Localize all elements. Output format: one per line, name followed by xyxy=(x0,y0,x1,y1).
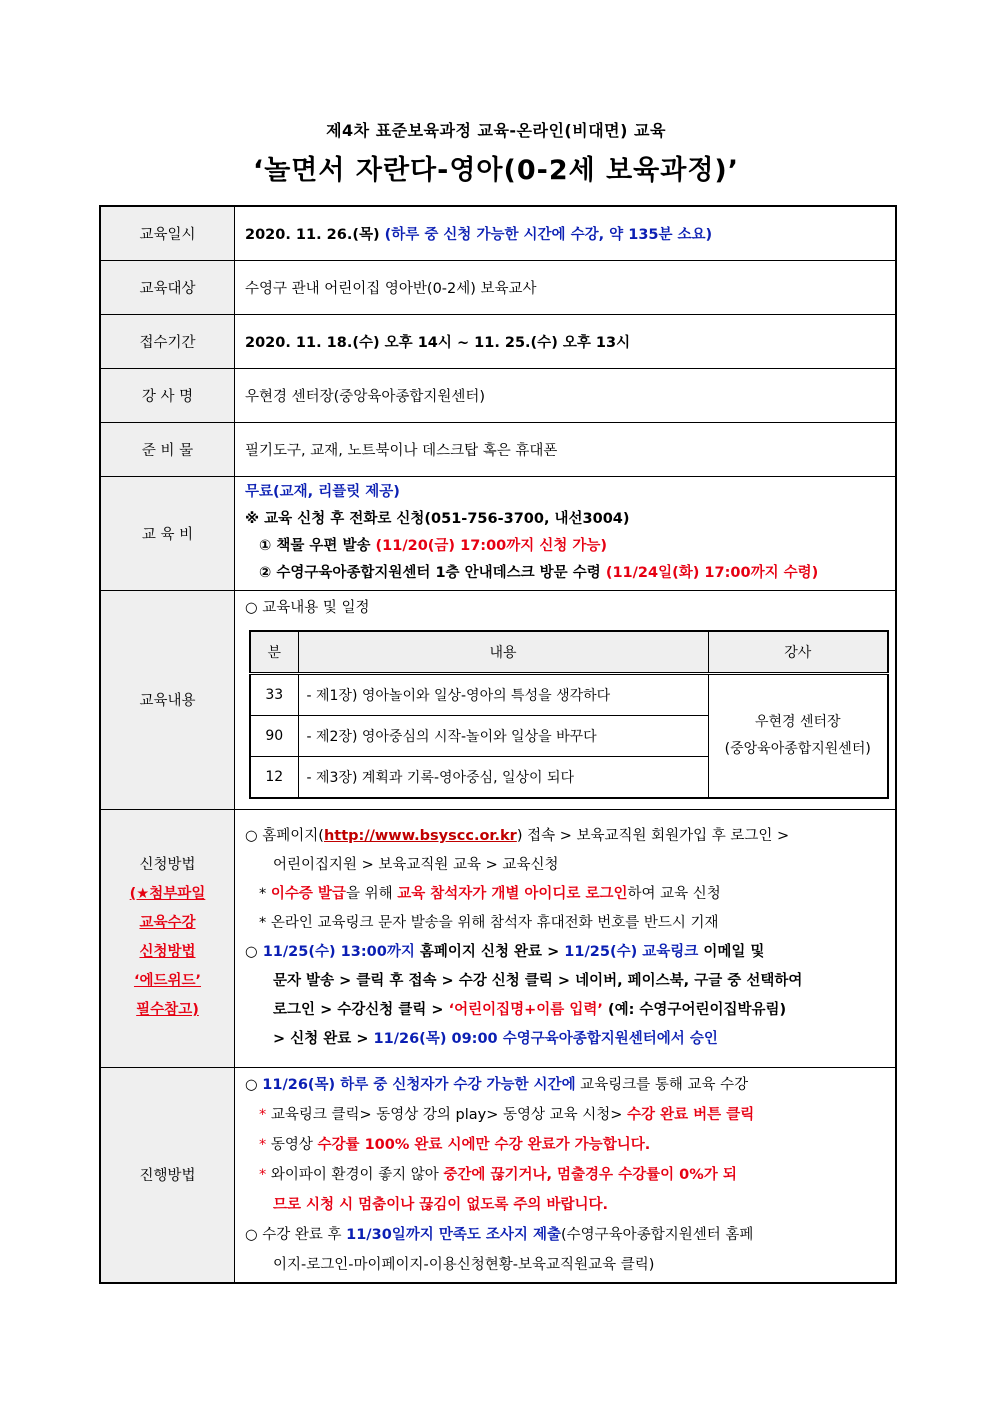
row-target xyxy=(100,260,896,314)
label-period: 접수기간 xyxy=(100,314,235,368)
schedule-header-instructor: 강사 xyxy=(708,631,888,674)
process-line: 이지-로그인-마이페이지-이용신청현황-보육교직원교육 클릭) xyxy=(273,1256,655,1273)
label-supplies: 준 비 물 xyxy=(100,422,235,476)
process-line: 므로 시청 시 멈춤이나 끊김이 없도록 주의 바랍니다. xyxy=(273,1196,608,1213)
apply-line: 로그인 > 수강신청 클릭 > ‘어린이집명+이름 입력’ (예: 수영구어린이집박유림) xyxy=(273,1002,787,1018)
row-fee xyxy=(100,476,896,590)
process-line: * 교육링크 클릭> 동영상 강의 play> 동영상 교육 시청> 수강 완료 버튼 클릭 xyxy=(259,1106,755,1123)
apply-label-note: (★첨부파일 xyxy=(129,886,206,902)
value-process xyxy=(235,1067,897,1283)
schedule-instructor xyxy=(708,673,888,798)
schedule-content: - 제1장) 영아놀이와 일상-영아의 특성을 생각하다 xyxy=(298,673,708,715)
row-process xyxy=(100,1067,896,1283)
homepage-link[interactable]: http://www.bsyscc.or.kr xyxy=(323,828,517,844)
apply-label: 신청방법 xyxy=(139,857,196,873)
schedule-minutes: 33 xyxy=(250,673,298,715)
process-line: * 동영상 수강률 100% 완료 시에만 수강 완료가 가능합니다. xyxy=(259,1136,651,1153)
fee-free: 무료(교재, 리플릿 제공) xyxy=(245,484,400,500)
apply-label-note: 필수참고) xyxy=(136,1002,199,1018)
process-line: ○ 수강 완료 후 11/30일까지 만족도 조사지 제출(수영구육아종합지원센터 홈페 xyxy=(245,1226,754,1243)
label-target: 교육대상 xyxy=(100,260,235,314)
value-date: 2020. 11. 26.(목) (하루 중 신청 가능한 시간에 수강, 약 135분 소요) xyxy=(235,206,897,260)
label-date: 교육일시 xyxy=(100,206,235,260)
label-lecturer: 강 사 명 xyxy=(100,368,235,422)
label-fee: 교 육 비 xyxy=(100,476,235,590)
value-period: 2020. 11. 18.(수) 오후 14시 ~ 11. 25.(수) 오후 13시 xyxy=(235,314,897,368)
label-content: 교육내용 xyxy=(100,590,235,809)
fee-note: ※ 교육 신청 후 전화로 신청(051-756-3700, 내선3004) xyxy=(245,511,630,527)
apply-line: 어린이집지원 > 보육교직원 교육 > 교육신청 xyxy=(273,857,559,873)
process-line: * 와이파이 환경이 좋지 않아 중간에 끊기거나, 멈출경우 수강률이 0%가 되 xyxy=(259,1166,737,1183)
label-apply xyxy=(100,809,235,1067)
row-apply xyxy=(100,809,896,1067)
apply-label-note: 신청방법 xyxy=(139,944,196,960)
apply-line: * 온라인 교육링크 문자 발송을 위해 참석자 휴대전화 번호를 반드시 기재 xyxy=(259,915,719,931)
value-lecturer: 우현경 센터장(중앙육아종합지원센터) xyxy=(235,368,897,422)
apply-label-note: ‘에드위드’ xyxy=(133,973,202,989)
apply-line: ○ 11/25(수) 13:00까지 홈페이지 신청 완료 > 11/25(수) 교육링크 이메일 및 xyxy=(245,944,765,960)
schedule-table xyxy=(249,630,889,799)
schedule-header-minutes: 분 xyxy=(250,631,298,674)
fee-option-1: ① 책물 우편 발송 (11/20(금) 17:00까지 신청 가능) xyxy=(259,538,608,554)
schedule-minutes: 90 xyxy=(250,715,298,756)
value-target: 수영구 관내 어린이집 영아반(0-2세) 보육교사 xyxy=(235,260,897,314)
apply-line: > 신청 완료 > 11/26(목) 09:00 수영구육아종합지원센터에서 승인 xyxy=(273,1031,718,1047)
value-content xyxy=(235,590,897,809)
apply-line: * 이수증 발급을 위해 교육 참석자가 개별 아이디로 로그인하여 교육 신청 xyxy=(259,886,721,902)
row-content xyxy=(100,590,896,809)
instructor-org: (중앙육아종합지원센터) xyxy=(724,740,871,757)
value-apply xyxy=(235,809,897,1067)
schedule-content: - 제2장) 영아중심의 시작-놀이와 일상을 바꾸다 xyxy=(298,715,708,756)
value-supplies: 필기도구, 교재, 노트북이나 데스크탑 혹은 휴대폰 xyxy=(235,422,897,476)
instructor-name: 우현경 센터장 xyxy=(754,713,841,730)
row-supplies xyxy=(100,422,896,476)
schedule-row xyxy=(250,673,888,715)
process-line: ○ 11/26(목) 하루 중 신청자가 수강 가능한 시간에 교육링크를 통해 교육 수강 xyxy=(245,1076,749,1093)
label-process: 진행방법 xyxy=(100,1067,235,1283)
apply-label-note: 교육수강 xyxy=(139,915,196,931)
content-heading: ○ 교육내용 및 일정 xyxy=(245,599,370,616)
row-date xyxy=(100,206,896,260)
document-subtitle: 제4차 표준보육과정 교육-온라인(비대면) 교육 xyxy=(326,121,666,140)
apply-line: ○ 홈페이지(http://www.bsyscc.or.kr) 접속 > 보육교직원 회원가입 후 로그인 > xyxy=(245,828,790,844)
schedule-content: - 제3장) 계획과 기록-영아중심, 일상이 되다 xyxy=(298,756,708,798)
document-title: ‘놀면서 자란다-영아(0-2세 보육과정)’ xyxy=(252,155,740,186)
info-table xyxy=(99,205,897,1284)
value-fee xyxy=(235,476,897,590)
schedule-minutes: 12 xyxy=(250,756,298,798)
row-lecturer xyxy=(100,368,896,422)
apply-line: 문자 발송 > 클릭 후 접속 > 수강 신청 클릭 > 네이버, 페이스북, 구글 중 선택하여 xyxy=(273,973,803,989)
fee-option-2: ② 수영구육아종합지원센터 1층 안내데스크 방문 수령 (11/24일(화) 17:00까지 수령) xyxy=(259,565,819,581)
schedule-header-content: 내용 xyxy=(298,631,708,674)
schedule-header-row xyxy=(250,631,888,674)
row-period xyxy=(100,314,896,368)
